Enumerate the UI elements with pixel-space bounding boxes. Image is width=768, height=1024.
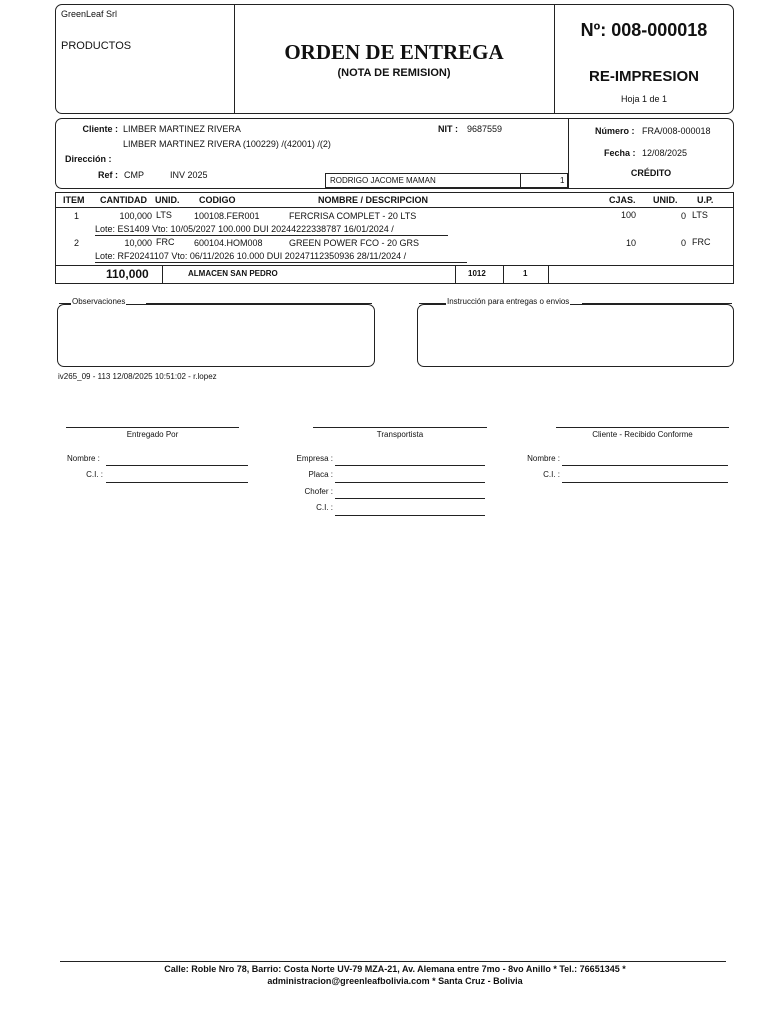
row-lote: Lote: ES1409 Vto: 10/05/2027 100.000 DUI 20244222338787 16/01/2024 / xyxy=(95,224,394,234)
col-unid: UNID. xyxy=(155,195,180,205)
observaciones-box[interactable] xyxy=(57,304,375,367)
footer-address: Calle: Roble Nro 78, Barrio: Costa Norte UV-79 MZA-21, Av. Alemana entre 7mo - 8vo Anillo * Tel.: 76651345 * xyxy=(164,964,626,974)
row-cjas: 10 xyxy=(625,238,636,248)
cjas-underline xyxy=(596,207,638,208)
col-unid2: UNID. xyxy=(653,195,678,205)
warehouse-name: ALMACEN SAN PEDRO xyxy=(188,269,278,278)
numero-value: FRA/008-000018 xyxy=(642,126,711,136)
placa-field[interactable] xyxy=(335,482,485,483)
chofer-label: Chofer : xyxy=(304,487,333,496)
row-up: LTS xyxy=(692,210,708,220)
nombre2-label: Nombre : xyxy=(527,454,560,463)
client-divider xyxy=(568,118,569,189)
empresa-label: Empresa : xyxy=(296,454,333,463)
total-quantity: 110,000 xyxy=(106,267,149,281)
chofer-field[interactable] xyxy=(335,498,485,499)
client-line2: LIMBER MARTINEZ RIVERA (100229) /(42001) /(2) xyxy=(123,139,331,149)
lote-underline-1 xyxy=(95,235,448,236)
document-number: Nº: 008-000018 xyxy=(580,20,708,40)
row-qty: 100,000 xyxy=(119,211,152,221)
fecha-value: 12/08/2025 xyxy=(642,148,688,158)
fecha-label: Fecha : xyxy=(604,148,636,158)
client-name: LIMBER MARTINEZ RIVERA xyxy=(123,124,241,134)
company-name: GreenLeaf Srl xyxy=(61,9,118,19)
row-desc: GREEN POWER FCO - 20 GRS xyxy=(289,238,420,248)
ci2-field[interactable] xyxy=(335,515,485,516)
row-unit: LTS xyxy=(156,210,172,220)
numero-label: Número : xyxy=(595,126,635,136)
col-codigo: CODIGO xyxy=(199,195,236,205)
up-underline xyxy=(693,207,719,208)
seller-number: 1 xyxy=(560,176,565,185)
row-item: 1 xyxy=(74,211,80,221)
address-label: Dirección : xyxy=(65,154,112,164)
document-title: ORDEN DE ENTREGA xyxy=(284,40,504,64)
seller-name: RODRIGO JACOME MAMAN xyxy=(330,176,436,185)
footer-contact: administracion@greenleafbolivia.com * Santa Cruz - Bolivia xyxy=(267,976,523,986)
reprint-label: RE-IMPRESION xyxy=(588,68,699,85)
document-subtitle: (NOTA DE REMISION) xyxy=(337,67,451,79)
ci-label: C.I. : xyxy=(86,470,103,479)
row-desc: FERCRISA COMPLET - 20 LTS xyxy=(289,211,417,221)
payment-condition: CRÉDITO xyxy=(630,168,672,178)
nombre-label: Nombre : xyxy=(67,454,100,463)
col-cantidad: CANTIDAD xyxy=(100,195,147,205)
footer-rule xyxy=(60,961,726,962)
instruccion-rule-right xyxy=(582,303,732,304)
col-nombre: NOMBRE / DESCRIPCION xyxy=(318,195,429,205)
nit-label: NIT : xyxy=(438,124,458,134)
row-unid: 0 xyxy=(680,211,686,221)
instruccion-rule-left xyxy=(419,303,446,304)
instruccion-box[interactable] xyxy=(417,304,734,367)
seller-divider xyxy=(520,173,521,188)
table-total-divider-3 xyxy=(503,265,504,284)
row-unid: 0 xyxy=(680,238,686,248)
lote-underline-2 xyxy=(95,262,467,263)
nit-value: 9687559 xyxy=(467,124,503,134)
ref-value: CMP xyxy=(124,170,144,180)
observaciones-rule-left xyxy=(59,303,71,304)
observaciones-rule-right xyxy=(146,303,372,304)
col-item: ITEM xyxy=(63,195,85,205)
unid-underline xyxy=(649,207,685,208)
table-total-divider-2 xyxy=(455,265,456,284)
table-total-line xyxy=(55,265,734,266)
ci3-label: C.I. : xyxy=(543,470,560,479)
observaciones-label: Observaciones xyxy=(72,297,126,306)
ci-field[interactable] xyxy=(106,482,248,483)
ci2-label: C.I. : xyxy=(316,503,333,512)
empresa-field[interactable] xyxy=(335,465,485,466)
row-qty: 10,000 xyxy=(124,238,152,248)
warehouse-code: 1012 xyxy=(468,269,486,278)
signature-transportista: Transportista xyxy=(376,430,424,439)
row-cjas: 100 xyxy=(620,210,636,220)
inv-value: INV 2025 xyxy=(170,170,208,180)
row-item: 2 xyxy=(74,238,80,248)
row-code: 600104.HOM008 xyxy=(194,238,263,248)
ci3-field[interactable] xyxy=(562,482,728,483)
row-code: 100108.FER001 xyxy=(194,211,260,221)
placa-label: Placa : xyxy=(308,470,333,479)
col-up: U.P. xyxy=(697,195,714,205)
audit-line: iv265_09 - 113 12/08/2025 10:51:02 - r.lopez xyxy=(58,372,217,381)
table-total-divider-4 xyxy=(548,265,549,284)
warehouse-number: 1 xyxy=(523,269,528,278)
nombre-field[interactable] xyxy=(106,465,248,466)
row-lote: Lote: RF20241107 Vto: 06/11/2026 10.000 DUI 20247112350936 28/11/2024 / xyxy=(95,251,407,261)
instruccion-label: Instrucción para entregas o envios xyxy=(447,297,570,306)
ref-label: Ref : xyxy=(98,170,118,180)
signature-line-cliente xyxy=(556,427,729,428)
col-cjas: CJAS. xyxy=(609,195,636,205)
signature-entregado: Entregado Por xyxy=(126,430,179,439)
page-number: Hoja 1 de 1 xyxy=(620,94,668,104)
row-up: FRC xyxy=(692,237,711,247)
signature-cliente: Cliente - Recibido Conforme xyxy=(592,430,693,439)
section-label: PRODUCTOS xyxy=(61,40,132,52)
signature-line-transportista xyxy=(313,427,487,428)
client-label: Cliente : xyxy=(82,124,118,134)
signature-line-entregado xyxy=(66,427,239,428)
row-unit: FRC xyxy=(156,237,175,247)
nombre2-field[interactable] xyxy=(562,465,728,466)
table-total-divider-1 xyxy=(162,265,163,284)
